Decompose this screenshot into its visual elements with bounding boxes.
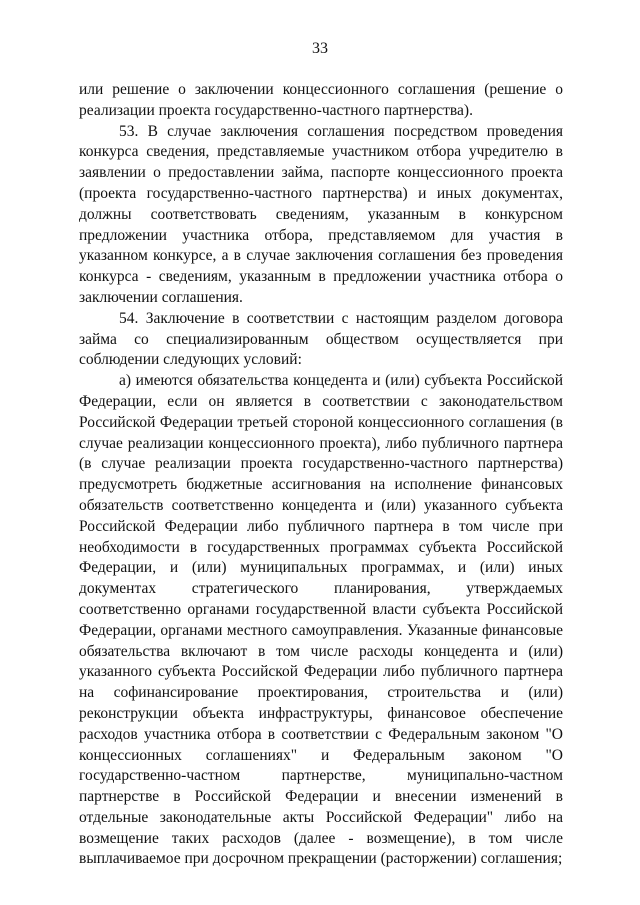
document-body: [79, 80, 563, 870]
paragraph-item-53: 53. В случае заключения соглашения посредством проведения конкурса сведения, представляемые участником отбора учредителю в заявлении о предоставлении займа, паспорте концессионного проекта (проекта государственно-частного партнерства) и иных документах, должны соответствовать сведениям, указанным в конкурсном предложении участника отбора, представляемом для участия в указанном конкурсе, а в случае заключения соглашения без проведения конкурса - сведениям, указанным в предложении участника отбора о заключении соглашения.: [79, 122, 563, 306]
paragraph-continuation: или решение о заключении концессионного соглашения (решение о реализации проекта государственно-частного партнерства).: [79, 81, 563, 119]
paragraph-subitem-a: а) имеются обязательства концедента и (или) субъекта Российской Федерации, если он является в соответствии с законодательством Российской Федерации третьей стороной концессионного соглашения (в случае реализации концессионного проекта), либо публичного партнера (в случае реализации проекта государственно-частного партнерства) предусмотреть бюджетные ассигнования на исполнение финансовых обязательств соответственно концедента и (или) указанного субъекта Российской Федерации либо публичного партнера в том числе при необходимости в государственных программах субъекта Российской Федерации, и (или) муниципальных программах, и (или) иных документах стратегического планирования, утверждаемых соответственно органами государственной власти субъекта Российской Федерации, органами местного самоуправления. Указанные финансовые обязательства включают в том числе расходы концедента и (или) указанного субъекта Российской Федерации либо публичного партнера на софинансирование проектирования, строительства и (или) реконструкции объекта инфраструктуры, финансовое обеспечение расходов участника отбора в соответствии с Федеральным законом "О концессионных соглашениях" и Федеральным законом "О государственно-частном партнерстве, муниципально-частном партнерстве в Российской Федерации и внесении изменений в отдельные законодательные акты Российской Федерации" либо на возмещение таких расходов (далее - возмещение), в том числе выплачиваемое при досрочном прекращении (расторжении) соглашения;: [79, 372, 563, 868]
page-number: 33: [312, 40, 328, 57]
paragraph-item-54: 54. Заключение в соответствии с настоящим разделом договора займа со специализированным обществом осуществляется при соблюдении следующих условий:: [79, 309, 563, 369]
